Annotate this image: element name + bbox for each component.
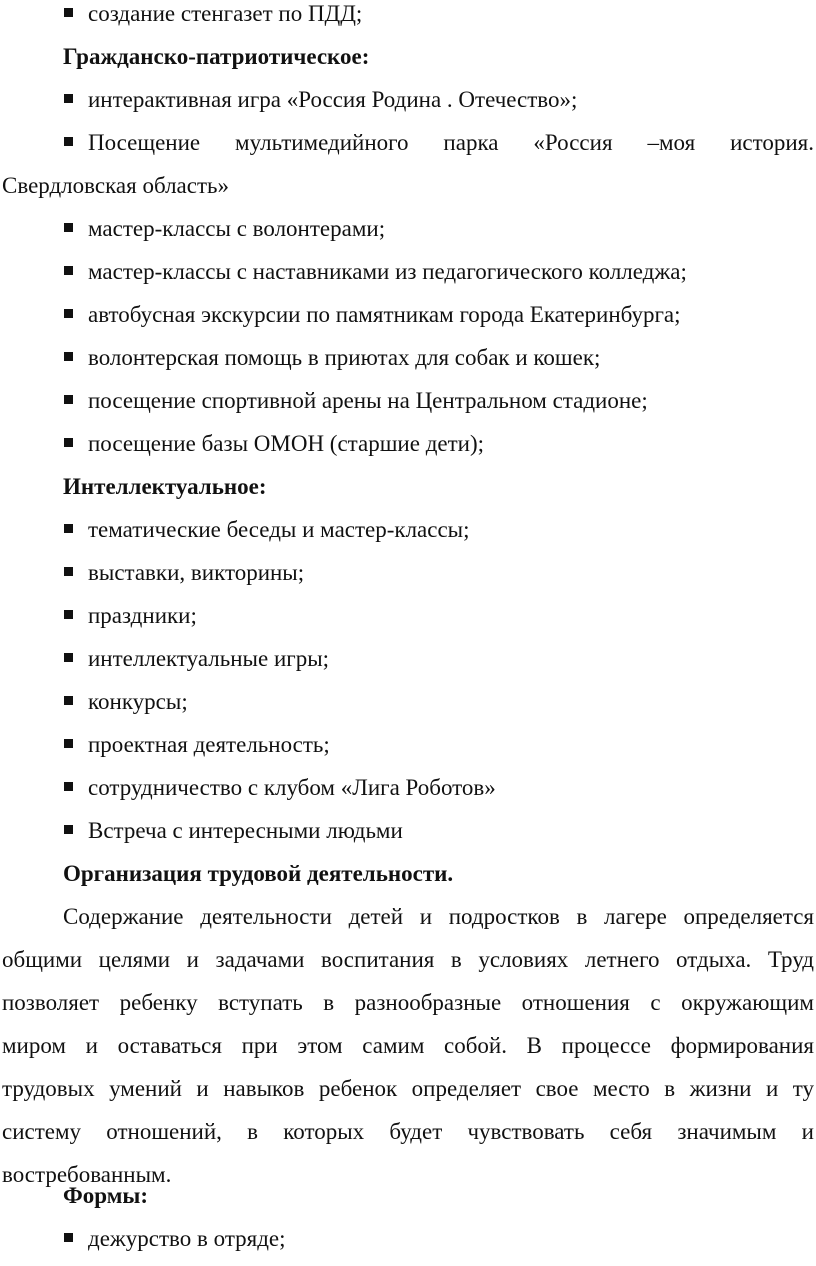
section-heading-forms: Формы: bbox=[63, 1183, 148, 1208]
bullet-icon bbox=[64, 696, 73, 705]
list-item: конкурсы; bbox=[88, 689, 188, 714]
list-item: интерактивная игра «Россия Родина . Отечество»; bbox=[88, 87, 578, 112]
bullet-icon bbox=[64, 395, 73, 404]
bullet-icon bbox=[64, 8, 73, 17]
list-item: проектная деятельность; bbox=[88, 732, 330, 757]
list-item: сотрудничество с клубом «Лига Роботов» bbox=[88, 775, 496, 800]
paragraph-line: систему отношений, в которых будет чувствовать себя значимым и bbox=[2, 1120, 814, 1144]
list-item: дежурство в отряде; bbox=[88, 1226, 286, 1251]
bullet-icon bbox=[64, 223, 73, 232]
list-item: праздники; bbox=[88, 603, 197, 628]
section-heading-intellectual: Интеллектуальное: bbox=[63, 474, 267, 499]
list-item: тематические беседы и мастер-классы; bbox=[88, 517, 470, 542]
bullet-icon bbox=[64, 266, 73, 275]
paragraph-line: миром и оставаться при этом самим собой. В процессе формирования bbox=[2, 1034, 814, 1058]
bullet-icon bbox=[64, 739, 73, 748]
bullet-icon bbox=[64, 567, 73, 576]
section-heading-labor-activity: Организация трудовой деятельности. bbox=[63, 861, 454, 886]
list-item: посещение базы ОМОН (старшие дети); bbox=[88, 431, 485, 456]
paragraph-line: трудовых умений и навыков ребенок определяет свое место в жизни и ту bbox=[2, 1077, 814, 1101]
bullet-icon bbox=[64, 825, 73, 834]
list-item: мастер-классы с наставниками из педагогического колледжа; bbox=[88, 259, 687, 284]
list-item: волонтерская помощь в приютах для собак и кошек; bbox=[88, 345, 601, 370]
bullet-icon bbox=[64, 94, 73, 103]
list-item: автобусная экскурсии по памятникам города Екатеринбурга; bbox=[88, 302, 681, 327]
list-item-multiline: Посещение мультимедийного парка «Россия –моя история. bbox=[88, 131, 814, 155]
list-item: выставки, викторины; bbox=[88, 560, 305, 585]
list-item: посещение спортивной арены на Центральном стадионе; bbox=[88, 388, 648, 413]
paragraph-line: востребованным. bbox=[2, 1162, 172, 1187]
bullet-icon bbox=[64, 524, 73, 533]
section-heading-civic-patriotic: Гражданско-патриотическое: bbox=[63, 44, 370, 69]
list-item: Встреча с интересными людьми bbox=[88, 818, 403, 843]
list-item: создание стенгазет по ПДД; bbox=[88, 1, 363, 26]
paragraph-line: позволяет ребенку вступать в разнообразные отношения с окружающим bbox=[2, 991, 814, 1015]
list-item: интеллектуальные игры; bbox=[88, 646, 330, 671]
list-item-continuation: Свердловская область» bbox=[2, 173, 230, 198]
bullet-icon bbox=[64, 782, 73, 791]
bullet-icon bbox=[64, 309, 73, 318]
bullet-icon bbox=[64, 438, 73, 447]
paragraph-line: общими целями и задачами воспитания в условиях летнего отдыха. Труд bbox=[2, 948, 814, 972]
paragraph-line: Содержание деятельности детей и подростков в лагере определяется bbox=[63, 905, 814, 929]
bullet-icon bbox=[64, 1233, 73, 1242]
bullet-icon bbox=[64, 137, 73, 146]
bullet-icon bbox=[64, 653, 73, 662]
bullet-icon bbox=[64, 610, 73, 619]
list-item: мастер-классы с волонтерами; bbox=[88, 216, 386, 241]
bullet-icon bbox=[64, 352, 73, 361]
